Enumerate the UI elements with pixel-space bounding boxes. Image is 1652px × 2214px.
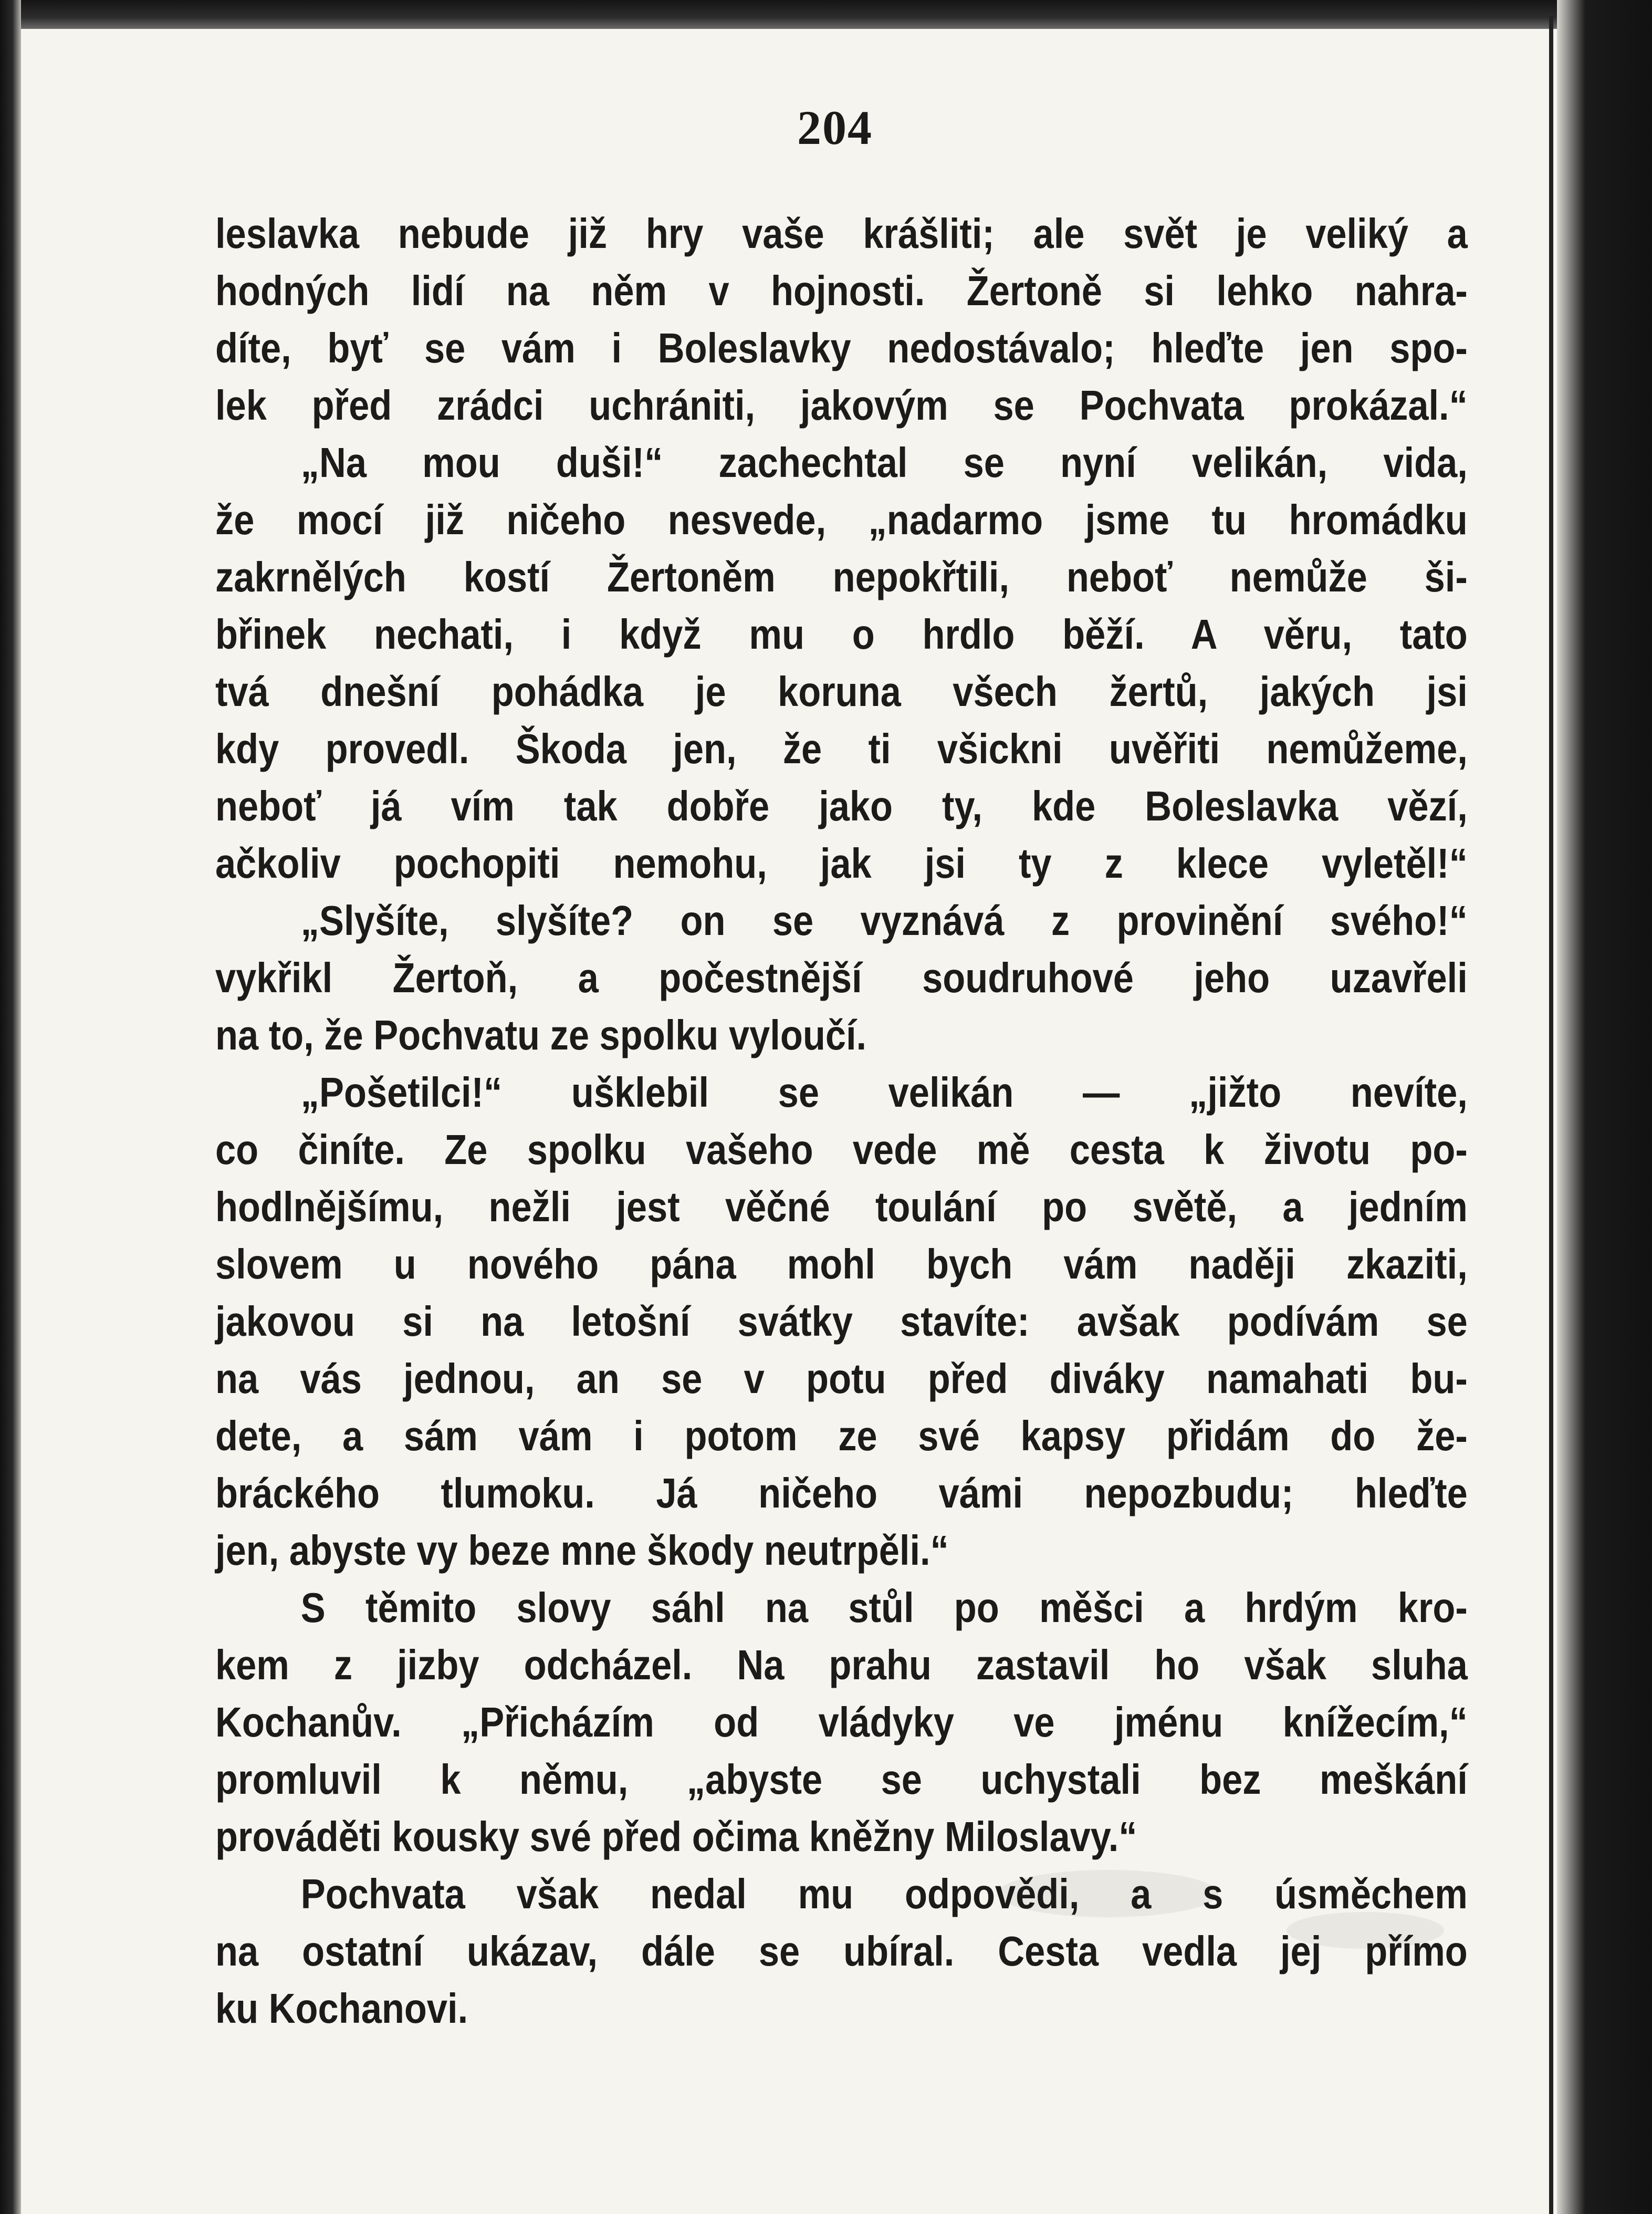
page-right-edge [1549, 16, 1553, 2214]
text-line: Pochvata však nedal mu odpovědi, a s úsměchem [300, 1870, 1468, 1917]
text-line: co činíte. Ze spolku vašeho vede mě cesta k životu po- [215, 1126, 1468, 1173]
text-line: „Slyšíte, slyšíte? on se vyznává z provinění svého!“ [300, 897, 1468, 944]
page-number: 204 [797, 101, 873, 154]
text-line: slovem u nového pána mohl bych vám naději zkaziti, [215, 1241, 1468, 1287]
text-line: že mocí již ničeho nesvede, „nadarmo jsme tu hromádku [215, 496, 1468, 543]
text-line: zakrnělých kostí Žertoněm nepokřtili, neboť nemůže ši- [215, 554, 1468, 600]
text-line: na to, že Pochvatu ze spolku vyloučí. [215, 1012, 867, 1058]
scan-top-edge [0, 0, 1652, 29]
text-line: na vás jednou, an se v potu před diváky namahati bu- [215, 1355, 1468, 1402]
text-line: Kochanův. „Přicházím od vládyky ve jménu knížecím,“ [215, 1699, 1468, 1745]
text-line: břinek nechati, i když mu o hrdlo běží. A věru, tato [215, 611, 1468, 658]
text-line: „Pošetilci!“ ušklebil se velikán — „jižto nevíte, [300, 1069, 1468, 1116]
text-line: kdy provedl. Škoda jen, že ti všickni uvěřiti nemůžeme, [215, 725, 1468, 772]
text-line: vykřikl Žertoň, a počestnější soudruhové jeho uzavřeli [215, 954, 1468, 1001]
text-line: díte, byť se vám i Boleslavky nedostávalo; hleďte jen spo- [215, 325, 1468, 371]
text-line: ačkoliv pochopiti nemohu, jak jsi ty z klece vyletěl!“ [215, 840, 1468, 887]
text-line: kem z jizby odcházel. Na prahu zastavil ho však sluha [215, 1641, 1468, 1688]
text-line: „Na mou duši!“ zachechtal se nyní velikán, vida, [300, 439, 1468, 486]
text-line: ku Kochanovi. [215, 1985, 468, 2032]
text-line: tvá dnešní pohádka je koruna všech žertů, jakých jsi [215, 668, 1468, 715]
text-line: dete, a sám vám i potom ze své kapsy přidám do že- [215, 1412, 1468, 1459]
scan-right-shadow [1557, 0, 1652, 2214]
text-line: jakovou si na letošní svátky stavíte: avšak podívám se [215, 1298, 1468, 1345]
text-line: bráckého tlumoku. Já ničeho vámi nepozbudu; hleďte [215, 1470, 1468, 1516]
text-line: S těmito slovy sáhl na stůl po měšci a hrdým kro- [300, 1584, 1468, 1631]
text-line: prováděti kousky své před očima kněžny Miloslavy.“ [215, 1813, 1137, 1860]
text-line: hodných lidí na něm v hojnosti. Žertoně si lehko nahra- [215, 267, 1468, 314]
text-line: na ostatní ukázav, dále se ubíral. Cesta vedla jej přímo [215, 1928, 1468, 1974]
text-line: hodlnějšímu, nežli jest věčné toulání po světě, a jedním [215, 1183, 1468, 1230]
text-line: leslavka nebude již hry vaše krášliti; ale svět je veliký a [215, 210, 1468, 257]
text-line: promluvil k němu, „abyste se uchystali bez meškání [215, 1756, 1468, 1803]
text-line: jen, abyste vy beze mne škody neutrpěli.“ [215, 1527, 949, 1574]
body-text [215, 205, 1468, 2037]
text-line: neboť já vím tak dobře jako ty, kde Boleslavka vězí, [215, 783, 1468, 829]
scan-left-edge [0, 0, 21, 2214]
text-line: lek před zrádci uchrániti, jakovým se Pochvata prokázal.“ [215, 382, 1468, 429]
